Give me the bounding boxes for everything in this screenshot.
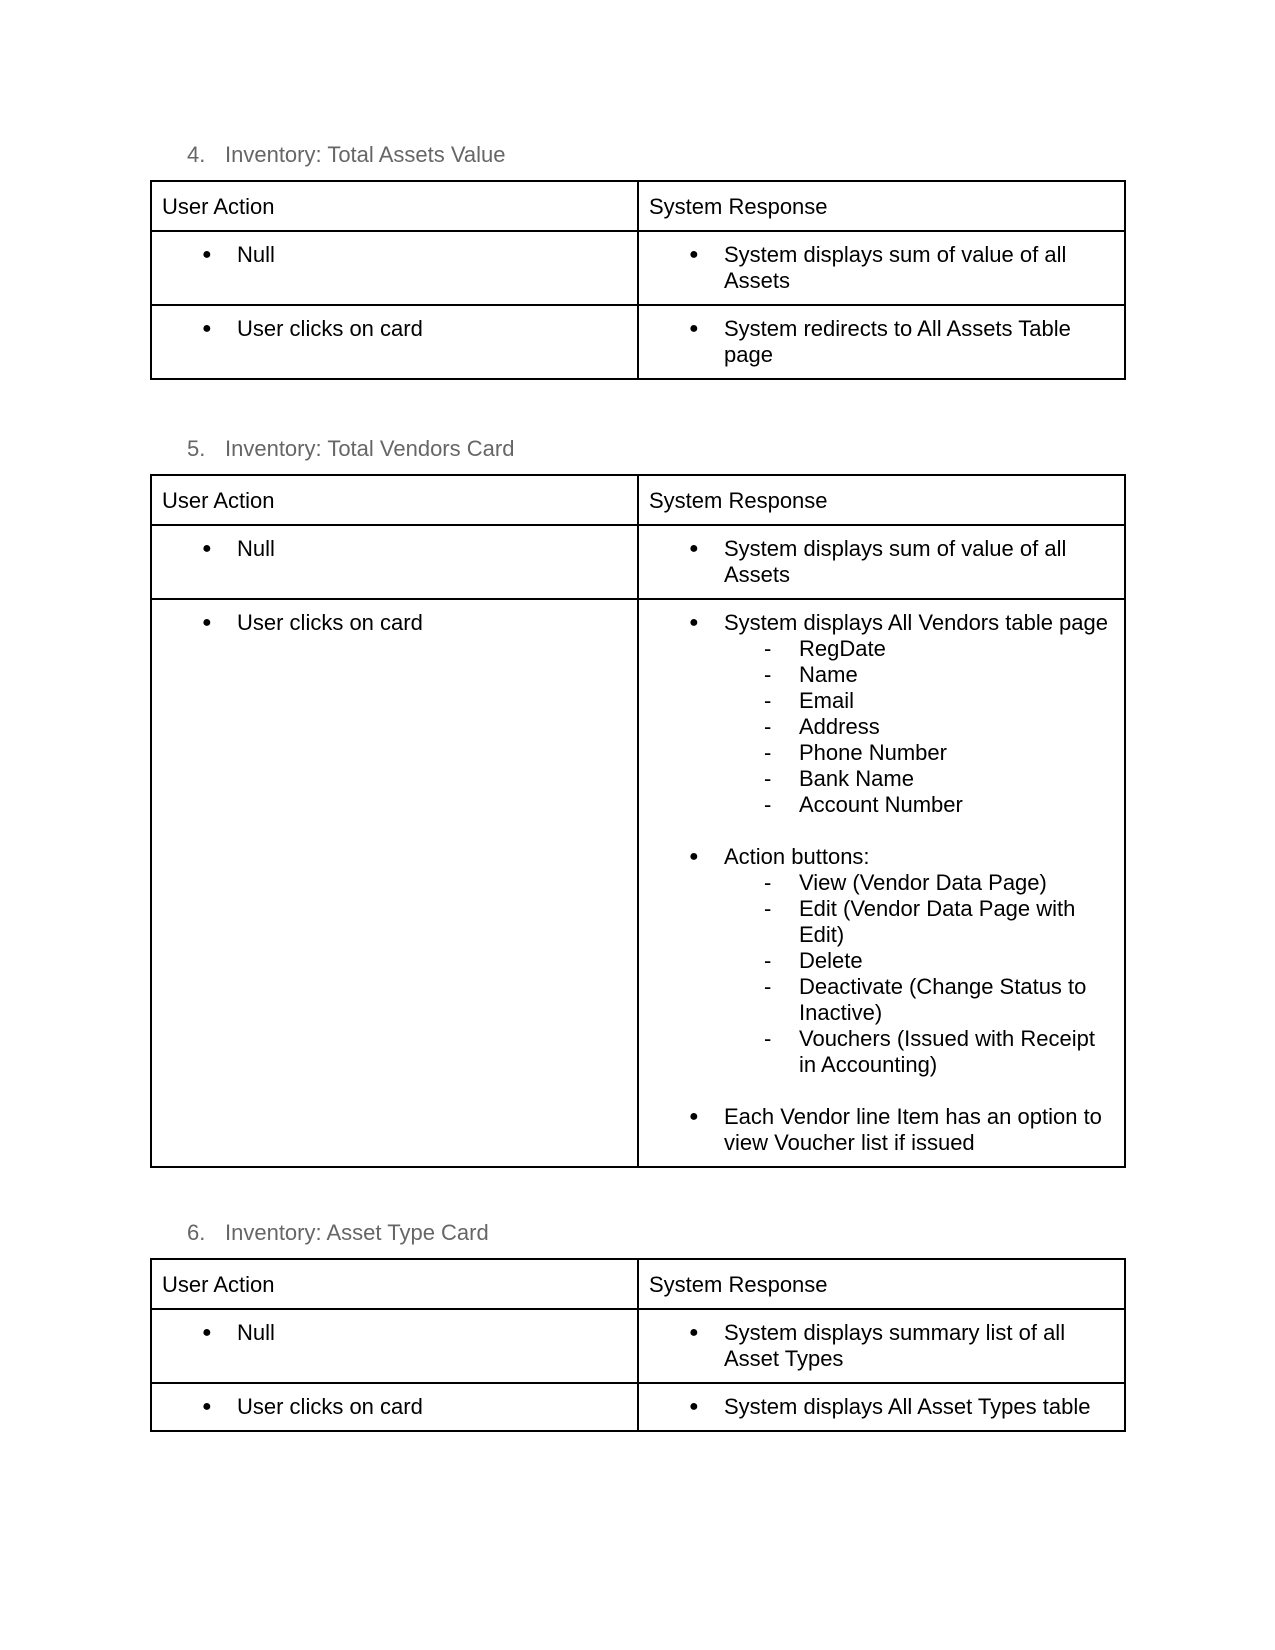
list-item: ● User clicks on card: [162, 1394, 627, 1420]
list-item-text: System displays All Vendors table page: [724, 610, 1109, 635]
header-system-response: System Response: [638, 475, 1125, 525]
use-case-table: [150, 474, 1126, 1168]
list-item: ● Null: [162, 242, 627, 268]
section-number: 6.: [187, 1220, 206, 1245]
sub-list-item: - Vouchers (Issued with Receipt in Accounting): [724, 1026, 1114, 1078]
list-item: [649, 844, 1114, 1104]
list-item: ● Null: [162, 536, 627, 562]
list-item: ● System displays sum of value of all Assets: [649, 242, 1114, 294]
section-number: 5.: [187, 436, 206, 461]
section-heading: [150, 1218, 1125, 1248]
table-header-row: [151, 181, 1125, 231]
use-case-table: [150, 1258, 1126, 1432]
section-5: [150, 434, 1125, 1168]
user-action-cell: [151, 1383, 638, 1431]
table-row: [151, 1383, 1125, 1431]
header-system-response: System Response: [638, 1259, 1125, 1309]
system-response-cell: [638, 305, 1125, 379]
list-item-text: Action buttons:: [724, 844, 870, 869]
sub-list-item: - Email: [724, 688, 1114, 714]
section-title: Inventory: Asset Type Card: [225, 1220, 489, 1245]
section-title: Inventory: Total Assets Value: [225, 142, 506, 167]
list-item: ● User clicks on card: [162, 610, 627, 636]
sub-list-item: - Edit (Vendor Data Page with Edit): [724, 896, 1114, 948]
table-header-row: [151, 1259, 1125, 1309]
section-number: 4.: [187, 142, 206, 167]
section-title: Inventory: Total Vendors Card: [225, 436, 515, 461]
list-item: ● Each Vendor line Item has an option to view Voucher list if issued: [649, 1104, 1114, 1156]
section-heading: [150, 140, 1125, 170]
sub-list-item: - RegDate: [724, 636, 1114, 662]
system-response-cell: [638, 1309, 1125, 1383]
table-row: [151, 305, 1125, 379]
table-row: [151, 599, 1125, 1167]
sub-list-item: - View (Vendor Data Page): [724, 870, 1114, 896]
list-item: ● User clicks on card: [162, 316, 627, 342]
system-response-cell: [638, 231, 1125, 305]
system-response-cell: [638, 525, 1125, 599]
header-user-action: User Action: [151, 1259, 638, 1309]
vendor-columns-list: [724, 636, 1114, 818]
header-system-response: System Response: [638, 181, 1125, 231]
table-row: [151, 1309, 1125, 1383]
sub-list-item: - Phone Number: [724, 740, 1114, 766]
section-4: [150, 140, 1125, 380]
list-item: [649, 610, 1114, 844]
list-item: ● Null: [162, 1320, 627, 1346]
sub-list-item: - Deactivate (Change Status to Inactive): [724, 974, 1114, 1026]
header-user-action: User Action: [151, 475, 638, 525]
system-response-cell: [638, 1383, 1125, 1431]
table-row: [151, 525, 1125, 599]
system-response-cell: [638, 599, 1125, 1167]
section-heading: [150, 434, 1125, 464]
list-item: ● System displays All Asset Types table: [649, 1394, 1114, 1420]
list-item: ● System displays sum of value of all Assets: [649, 536, 1114, 588]
sub-list-item: - Bank Name: [724, 766, 1114, 792]
user-action-cell: [151, 305, 638, 379]
table-row: [151, 231, 1125, 305]
action-buttons-list: [724, 870, 1114, 1078]
user-action-cell: [151, 525, 638, 599]
use-case-table: [150, 180, 1126, 380]
sub-list-item: - Account Number: [724, 792, 1114, 818]
user-action-cell: [151, 231, 638, 305]
sub-list-item: - Delete: [724, 948, 1114, 974]
user-action-cell: [151, 599, 638, 1167]
sub-list-item: - Name: [724, 662, 1114, 688]
section-6: [150, 1218, 1125, 1432]
table-header-row: [151, 475, 1125, 525]
header-user-action: User Action: [151, 181, 638, 231]
list-item: ● System displays summary list of all Asset Types: [649, 1320, 1114, 1372]
list-item: ● System redirects to All Assets Table page: [649, 316, 1114, 368]
sub-list-item: - Address: [724, 714, 1114, 740]
user-action-cell: [151, 1309, 638, 1383]
